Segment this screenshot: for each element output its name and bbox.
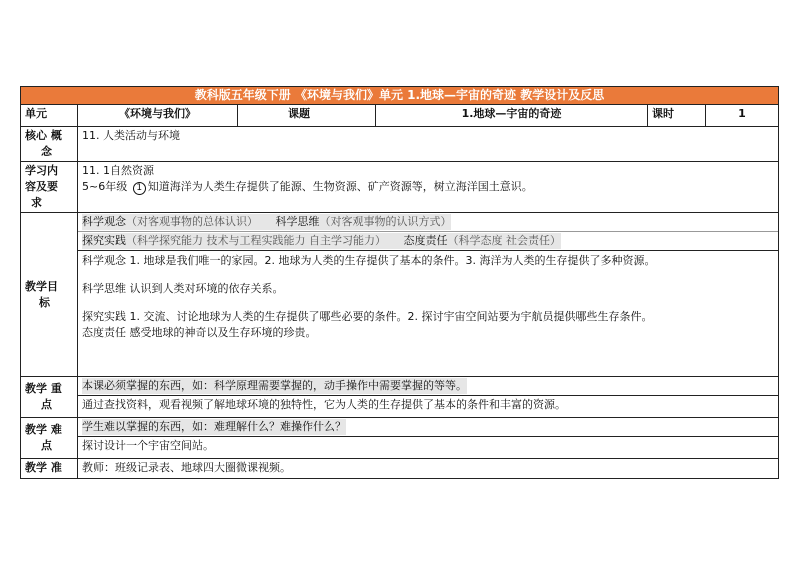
hours-value: 1: [706, 105, 779, 127]
topic-name: 1.地球—宇宙的奇迹: [376, 105, 648, 127]
unit-name: 《环境与我们》: [78, 105, 238, 127]
tag-science-concept-desc: （对客观事物的总体认识）: [126, 215, 258, 228]
title-row: [21, 87, 779, 105]
goals-body: [78, 251, 779, 377]
core-concept-row: [21, 127, 779, 162]
goals-body-row: [21, 251, 779, 377]
difficult-points-label-line1: 教学 难: [25, 423, 62, 436]
circle-number-icon: 1: [133, 182, 146, 195]
goals-paragraph-3: 探究实践 1. 交流、讨论地球为人类的生存提供了哪些必要的条件。2. 探讨宇宙空间站要为宇航员提供哪些生存条件。: [82, 310, 653, 323]
goals-label-line2: 标: [39, 295, 50, 309]
goals-label: [21, 213, 78, 377]
lesson-plan-table: [20, 86, 779, 479]
goals-tags-line2: [78, 232, 778, 250]
learning-req-label-line3: 求: [31, 196, 42, 209]
core-concept-text: 11. 人类活动与环境: [78, 127, 779, 162]
difficult-points-hint-cell: [78, 418, 779, 437]
learning-req-label-line2: 容及要: [25, 180, 58, 193]
goals-paragraph-4: 态度责任 感受地球的神奇以及生存环境的珍贵。: [82, 326, 317, 339]
goals-tags-line1-hl: [82, 214, 451, 230]
key-points-row: [21, 396, 779, 418]
tag-attitude-responsibility: 态度责任: [403, 234, 448, 247]
tag-science-thinking: 科学思维: [275, 215, 320, 228]
goals-tags-line2-hl: [82, 233, 561, 249]
key-points-hint: 本课必须掌握的东西，如：科学原理需要掌握的，动手操作中需要掌握的等等。: [82, 379, 467, 392]
core-concept-label-line2: 念: [41, 145, 52, 158]
prep-label: 教学 准: [21, 459, 78, 479]
difficult-points-row: [21, 437, 779, 459]
learning-req-line1: 11. 1自然资源: [82, 164, 154, 177]
learning-req-label-line1: 学习内: [25, 164, 58, 177]
tag-inquiry-practice-desc: （科学探究能力 技术与工程实践能力 自主学习能力）: [126, 234, 386, 247]
goals-paragraph-1: 科学观念 1. 地球是我们唯一的家园。2. 地球为人类的生存提供了基本的条件。3. 海洋为人类的生存提供了多种资源。: [82, 254, 656, 267]
tag-attitude-responsibility-desc: （科学态度 社会责任）: [447, 234, 561, 247]
difficult-points-hint: 学生难以掌握的东西，如：难理解什么？难操作什么？: [82, 420, 346, 433]
goals-paragraph-2: 科学思维 认识到人类对环境的依存关系。: [82, 282, 284, 295]
core-concept-label: [21, 127, 78, 162]
unit-label: 单元: [21, 105, 78, 127]
hours-label: 课时: [648, 105, 706, 127]
learning-req-content: [78, 162, 779, 213]
tag-inquiry-practice: 探究实践: [82, 234, 126, 247]
difficult-points-label: [21, 418, 78, 459]
key-points-hint-row: [21, 377, 779, 396]
key-points-label-line1: 教学 重: [25, 382, 62, 395]
key-points-label: [21, 377, 78, 418]
goals-tags: [78, 213, 779, 251]
difficult-points-text: 探讨设计一个宇宙空间站。: [78, 437, 779, 459]
prep-row: [21, 459, 779, 479]
tag-science-concept: 科学观念: [82, 215, 126, 228]
unit-row: [21, 105, 779, 127]
goals-label-line1: 教学目: [25, 279, 58, 293]
goals-tags-row: [21, 213, 779, 251]
tag-science-thinking-desc: （对客观事物的认识方式）: [319, 215, 452, 228]
prep-text: 教师：班级记录表、地球四大圈微课视频。: [78, 459, 779, 479]
learning-req-text: 知道海洋为人类生存提供了能源、生物资源、矿产资源等，树立海洋国土意识。: [147, 180, 533, 193]
difficult-points-hint-row: [21, 418, 779, 437]
core-concept-label-line1: 核心 概: [25, 129, 62, 142]
learning-req-row: [21, 162, 779, 213]
learning-req-line2: [82, 179, 774, 195]
topic-label: 课题: [238, 105, 376, 127]
difficult-points-label-line2: 点: [41, 439, 52, 452]
goals-tags-line1: [78, 213, 778, 232]
key-points-hint-cell: [78, 377, 779, 396]
key-points-label-line2: 点: [41, 398, 52, 411]
grade-text: 5~6年级: [82, 180, 128, 193]
lesson-plan: [20, 86, 778, 479]
learning-req-label: [21, 162, 78, 213]
document-title: 教科版五年级下册 《环境与我们》单元 1.地球—宇宙的奇迹 教学设计及反思: [21, 87, 779, 105]
key-points-text: 通过查找资料，观看视频了解地球环境的独特性，它为人类的生存提供了基本的条件和丰富的资源。: [78, 396, 779, 418]
